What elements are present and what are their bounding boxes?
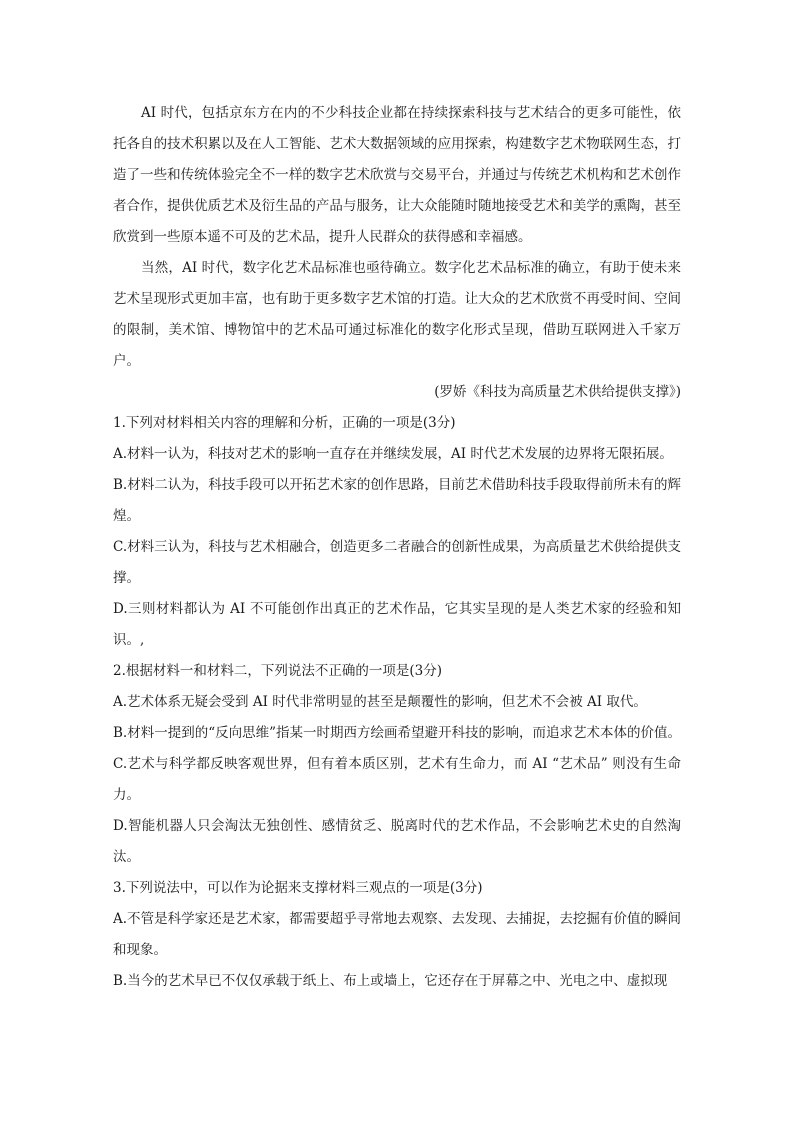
question-3-option-a: A.不管是科学家还是艺术家，都需要超乎寻常地去观察、去发现、去捕捉，去挖掘有价值的瞬间和现象。 — [113, 911, 681, 958]
question-1-option-a: A.材料一认为，科技对艺术的影响一直存在并继续发展，AI 时代艺术发展的边界将无限拓展。 — [113, 446, 673, 462]
question-3-stem: 3.下列说法中，可以作为论据来支撑材料三观点的一项是(3分) — [113, 880, 483, 896]
passage-paragraph-2: 当然，AI 时代，数字化艺术品标准也亟待确立。数字化艺术品标准的确立，有助于使未来艺术呈现形式更加丰富，也有助于更多数字艺术馆的打造。让大众的艺术欣赏不再受时间、空间的限制，美术馆、博物馆中的艺术品可通过标准化的数字化形式呈现，借助互联网进入千家万户。 — [113, 260, 681, 369]
question-1-option-b: B.材料二认为，科技手段可以开拓艺术家的创作思路，目前艺术借助科技手段取得前所未有的辉煌。 — [113, 477, 681, 524]
question-2-option-d: D.智能机器人只会淘汰无独创性、感情贫乏、脱离时代的艺术作品，不会影响艺术史的自然淘汰。 — [113, 818, 681, 865]
passage-paragraph-1: AI 时代，包括京东方在内的不少科技企业都在持续探索科技与艺术结合的更多可能性，依托各自的技术积累以及在人工智能、艺术大数据领域的应用探索，构建数字艺术物联网生态，打造了一些和传统体验完全不一样的数字艺术欣赏与交易平台，并通过与传统艺术机构和艺术创作者合作，提供优质艺术及衍生品的产品与服务，让大众能随时随地接受艺术和美学的熏陶，甚至欣赏到一些原本遥不可及的艺术品，提升人民群众的获得感和幸福感。 — [113, 105, 681, 245]
question-1-option-c: C.材料三认为，科技与艺术相融合，创造更多二者融合的创新性成果，为高质量艺术供给提供支撑。 — [113, 539, 681, 586]
question-2-option-c: C.艺术与科学都反映客观世界，但有着本质区别，艺术有生命力，而 AI “艺术品” 则没有生命力。 — [113, 756, 681, 803]
question-2-option-b: B.材料一提到的“反向思维”指某一时期西方绘画希望避开科技的影响，而追求艺术本体的价值。 — [113, 725, 682, 741]
question-1-stem: 1.下列对材料相关内容的理解和分析，正确的一项是(3分) — [113, 415, 456, 431]
passage-source: (罗娇《科技为高质量艺术供给提供支撑》) — [434, 384, 681, 400]
question-2-stem: 2.根据材料一和材料二，下列说法不正确的一项是(3分) — [113, 663, 443, 679]
question-3-option-b: B.当今的艺术早已不仅仅承载于纸上、布上或墙上，它还存在于屏幕之中、光电之中、虚拟现 — [113, 973, 668, 989]
question-1-option-d: D.三则材料都认为 AI 不可能创作出真正的艺术作品，它其实呈现的是人类艺术家的经验和知识。, — [113, 601, 681, 648]
exam-page — [113, 98, 681, 997]
question-2-option-a: A.艺术体系无疑会受到 AI 时代非常明显的甚至是颠覆性的影响，但艺术不会被 AI 取代。 — [113, 694, 647, 710]
